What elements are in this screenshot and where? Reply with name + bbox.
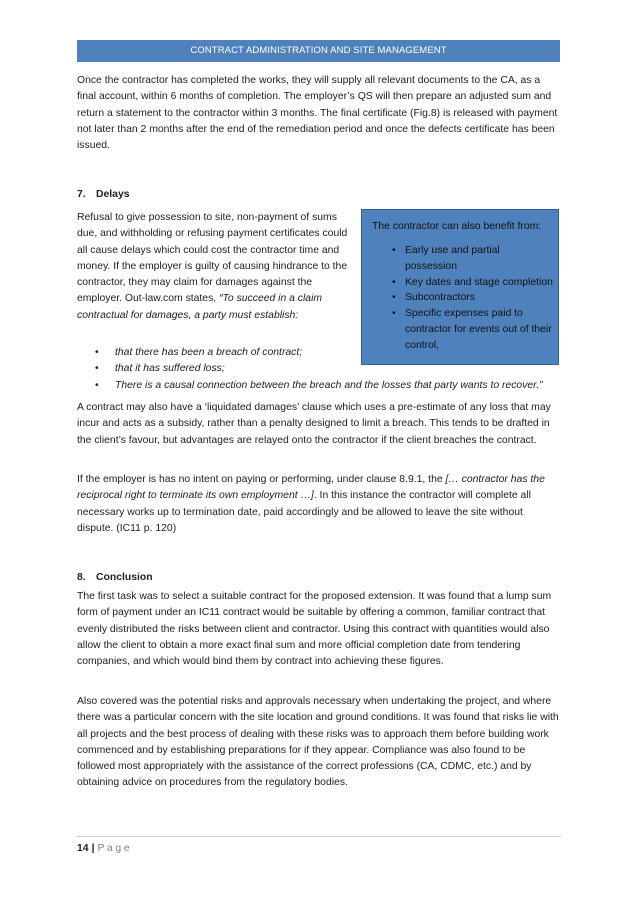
section-8-heading: [77, 570, 153, 586]
section-7-number: 7.: [77, 189, 86, 200]
conclusion-paragraph-1: The first task was to select a suitable contract for the proposed extension. It was found that a lump sum form of payment under an IC11 contract would be suitable by offering a common, familiar contract that evenly distributed the risks between client and contractor. Using this contract with quantities would also allow the client to obtain a more exact final sum and more official completion date from tendering companies, and which would bind them by contract into achieving these figures.: [77, 591, 552, 668]
benefits-callout-box: [361, 209, 559, 365]
callout-title: The contractor can also benefit from:: [372, 221, 542, 232]
liquidated-damages-paragraph: A contract may also have a ‘liquidated damages’ clause which uses a pre-estimate of any loss that may incur and acts as a subsidy, rather than a penalty designed to limit a breach. This tends to be drafted in the client’s favour, but advantages are relayed onto the contractor if the client breaches the contract.: [77, 402, 551, 446]
termination-quote: [… contractor has the reciprocal right to terminate its own employment …]: [77, 474, 545, 502]
header-title: CONTRACT ADMINISTRATION AND SITE MANAGEMENT: [190, 44, 447, 56]
delays-quote: “To succeed in a claim contractual for damages, a party must establish:: [77, 293, 323, 321]
criteria-item: • that it has suffered loss;: [95, 361, 565, 377]
termination-paragraph: [77, 472, 561, 537]
section-8-title: Conclusion: [96, 572, 153, 583]
callout-item: • Specific expenses paid to contractor for events out of their control,: [392, 306, 554, 353]
termination-text-a: If the employer is has no intent on paying or performing, under clause 8.9.1, the: [77, 474, 446, 485]
page-word: Page: [97, 843, 133, 854]
footer-separator: |: [91, 843, 95, 854]
section-7-heading: [77, 187, 130, 203]
intro-paragraph: Once the contractor has completed the works, they will supply all relevant documents to the CA, as a final account, within 6 months of completion. The employer’s QS will then prepare an adjusted sum and return a statement to the contractor within 3 months. The final certificate (Fig.8) is released with payment not later than 2 months after the end of the remediation period and once the defects certificate has been issued.: [77, 75, 558, 152]
section-8-number: 8.: [77, 572, 86, 583]
criteria-item: • There is a causal connection between the breach and the losses that party wants to recover.”: [95, 378, 565, 394]
callout-item: • Early use and partial possession: [392, 243, 554, 275]
callout-item: • Key dates and stage completion: [392, 275, 554, 291]
damages-criteria-list: [95, 345, 565, 394]
page-footer: [77, 841, 132, 857]
callout-list: [392, 243, 554, 354]
conclusion-paragraph-2: Also covered was the potential risks and approvals necessary when undertaking the project, and where there was a particular concern with the site location and ground conditions. It was found that risks lie with all projects and the best process of dealing with these risks was to approach them before building work commenced and by establishing preparations for if they appear. Compliance was also found to be followed most appropriately with the assistance of the correct professions (CA, CDMC, etc.) and by obtaining advice on procedures from the regulatory bodies.: [77, 696, 559, 789]
section-7-title: Delays: [96, 189, 130, 200]
callout-item: • Subcontractors: [392, 290, 554, 306]
delays-text: Refusal to give possession to site, non-payment of sums due, and withholding or refusing payment certificates could all cause delays which could cost the contractor time and money. If the employer is guilty of causing hindrance to the contractor, they may claim for damages against the employer. Out-law.com states,: [77, 212, 348, 305]
page-number: 14: [77, 843, 89, 854]
footer-divider: [77, 836, 561, 837]
delays-paragraph: [77, 210, 353, 324]
termination-text-b: . In this instance the contractor will complete all necessary works up to termination date, paid accordingly and be allowed to leave the site without dispute. (IC11 p. 120): [77, 490, 531, 534]
running-header: [77, 40, 560, 62]
criteria-item: • that there has been a breach of contract;: [95, 345, 565, 361]
